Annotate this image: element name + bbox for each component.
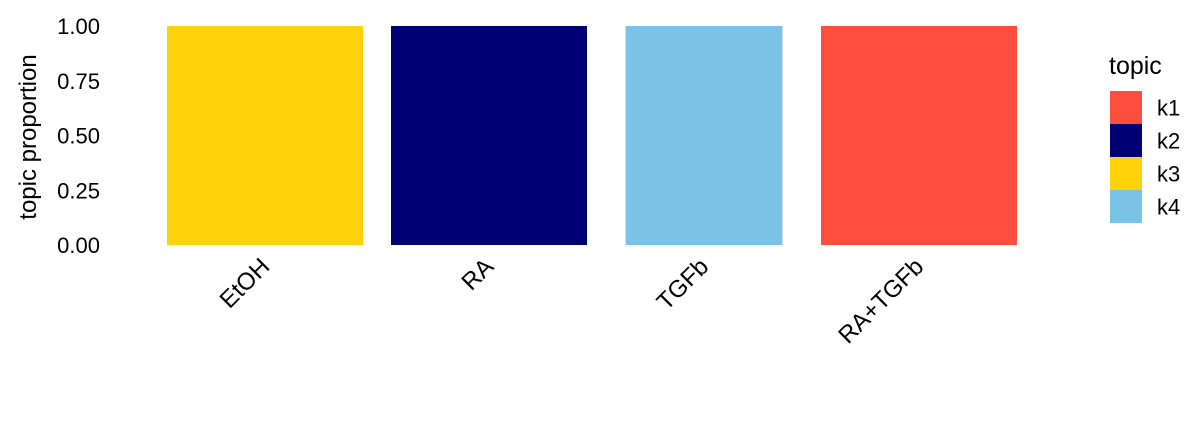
legend-key-k3: [1110, 157, 1142, 190]
x-tick-label: EtOH: [214, 253, 276, 314]
legend-label-k3: k3: [1157, 161, 1181, 187]
y-axis-label: topic proportion: [15, 54, 42, 220]
legend-label-k1: k1: [1157, 95, 1181, 121]
legend-label-k2: k2: [1157, 128, 1181, 154]
bar-ra-tgfb-k1: [821, 26, 1017, 245]
y-tick-label: 0.00: [57, 233, 100, 258]
y-tick-label: 0.75: [57, 68, 100, 94]
bar-ra-k2: [391, 26, 587, 245]
x-tick-label: TGFb: [651, 253, 715, 316]
bars-layer: [167, 26, 1017, 245]
y-axis: [57, 14, 100, 258]
y-tick-label: 0.50: [57, 123, 100, 149]
legend-label-k4: k4: [1157, 194, 1181, 220]
legend-key-k1: [1110, 91, 1142, 124]
x-tick-label: RA: [456, 253, 500, 296]
legend-key-k4: [1110, 190, 1142, 223]
x-tick-label: RA+TGFb: [833, 253, 930, 350]
y-tick-label: 0.25: [57, 178, 100, 204]
x-axis: [215, 253, 930, 349]
legend: [1109, 52, 1180, 223]
bar-tgfb-k4: [626, 26, 783, 245]
legend-title: topic: [1109, 52, 1162, 80]
legend-key-k2: [1110, 124, 1142, 157]
y-tick-label: 1.00: [57, 14, 100, 39]
bar-etoh-k3: [167, 26, 363, 245]
